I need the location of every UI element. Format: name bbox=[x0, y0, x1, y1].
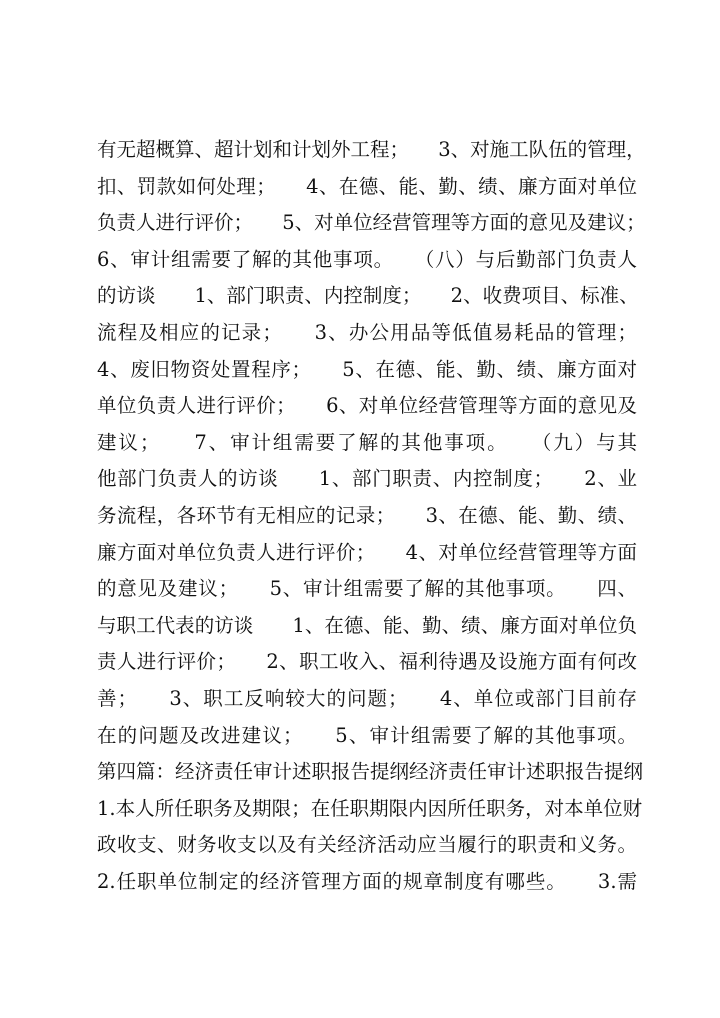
text-line: 1.本人所任职务及期限；在任职期限内因所任职务，对本单位财 bbox=[97, 796, 643, 820]
text-line: 2.任职单位制定的经济管理方面的规章制度有哪些。 3.需 bbox=[97, 869, 637, 893]
text-line: 与职工代表的访谈 1、在德、能、勤、绩、廉方面对单位负 bbox=[97, 613, 637, 637]
text-line: 的意见及建议； 5、审计组需要了解的其他事项。 四、 bbox=[97, 577, 637, 601]
text-line: 廉方面对单位负责人进行评价； 4、对单位经营管理等方面 bbox=[97, 540, 637, 564]
text-line: 流程及相应的记录； 3、办公用品等低值易耗品的管理； bbox=[97, 320, 637, 344]
text-line: 建议； 7、审计组需要了解的其他事项。 （九）与其 bbox=[97, 430, 637, 454]
text-line: 责人进行评价； 2、职工收入、福利待遇及设施方面有何改 bbox=[97, 650, 637, 674]
text-line: 单位负责人进行评价； 6、对单位经营管理等方面的意见及 bbox=[97, 394, 637, 418]
text-line: 政收支、财务收支以及有关经济活动应当履行的职责和义务。 bbox=[97, 833, 637, 857]
text-line: 扣、罚款如何处理； 4、在德、能、勤、绩、廉方面对单位 bbox=[97, 174, 637, 198]
body-text bbox=[97, 132, 646, 900]
text-line: 4、废旧物资处置程序； 5、在德、能、勤、绩、廉方面对 bbox=[97, 357, 637, 381]
text-line: 的访谈 1、部门职责、内控制度； 2、收费项目、标准、 bbox=[97, 284, 639, 308]
text-line: 负责人进行评价； 5、对单位经营管理等方面的意见及建议； bbox=[97, 211, 646, 235]
text-line: 他部门负责人的访谈 1、部门职责、内控制度； 2、业 bbox=[97, 467, 637, 491]
text-line: 在的问题及改进建议； 5、审计组需要了解的其他事项。 bbox=[97, 723, 637, 747]
text-line: 善； 3、职工反响较大的问题； 4、单位或部门目前存 bbox=[97, 686, 637, 710]
text-line: 6、审计组需要了解的其他事项。 （八）与后勤部门负责人 bbox=[97, 247, 637, 271]
text-line: 务流程，各环节有无相应的记录； 3、在德、能、勤、绩、 bbox=[97, 503, 637, 527]
text-line: 有无超概算、超计划和计划外工程； 3、对施工队伍的管理， bbox=[97, 138, 646, 161]
text-line: 第四篇：经济责任审计述职报告提纲经济责任审计述职报告提纲 bbox=[97, 760, 644, 784]
